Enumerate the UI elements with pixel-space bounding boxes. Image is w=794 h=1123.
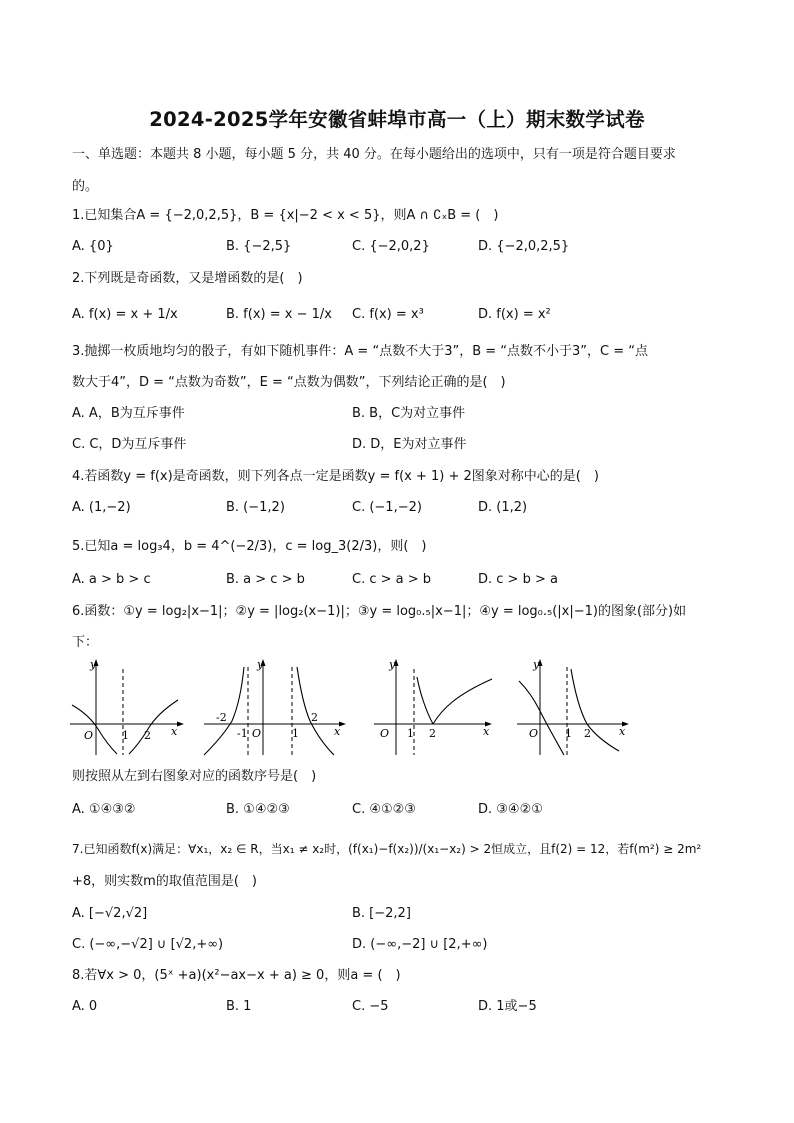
graph3-y-label: y	[389, 658, 396, 671]
graph2-x-label: x	[334, 725, 341, 738]
q2-option-b[interactable]: B. f(x) = x − 1/x	[226, 307, 332, 322]
question-6-stem-line2: 下：	[72, 635, 99, 650]
section-instructions-line1: 一、单选题：本题共 8 小题，每小题 5 分，共 40 分。在每小题给出的选项中，只有一项是符合题目要求	[72, 147, 676, 162]
question-3-stem-line1: 3.抛掷一枚质地均匀的骰子，有如下随机事件：A = “点数不大于3”，B = “点数不小于3”，C = “点	[72, 344, 648, 359]
q7-option-a[interactable]: A. [−√2,√2]	[72, 906, 148, 921]
question-3-stem-line2: 数大于4”，D = “点数为奇数”，E = “点数为偶数”，下列结论正确的是( )	[72, 375, 506, 390]
section-instructions-line2: 的。	[72, 179, 99, 194]
graph2-tick-neg2: -2	[216, 711, 227, 724]
q5-option-c[interactable]: C. c > a > b	[352, 572, 432, 587]
q6-option-d[interactable]: D. ③④②①	[478, 802, 543, 817]
question-5-stem: 5.已知a = log₃4，b = 4^(−2/3)，c = log_3(2/3)，则( )	[72, 539, 427, 554]
q1-option-c[interactable]: C. {−2,0,2}	[352, 239, 430, 254]
question-2-stem: 2.下列既是奇函数，又是增函数的是( )	[72, 271, 303, 286]
question-6-stem-line1: 6.函数：①y = log₂|x−1|；②y = |log₂(x−1)|；③y = log₀.₅|x−1|；④y = log₀.₅(|x|−1)的图象(部分)如	[72, 604, 687, 619]
question-6-after-text: 则按照从左到右图象对应的函数序号是( )	[72, 769, 317, 784]
q8-option-b[interactable]: B. 1	[226, 999, 252, 1014]
question-7-stem-line1: 7.已知函数f(x)满足：∀x₁，x₂ ∈ R，当x₁ ≠ x₂时，(f(x₁)−f(x₂))/(x₁−x₂) > 2恒成立，且f(2) = 12，若f(m²) ≥ 2m²	[72, 842, 702, 856]
q8-option-c[interactable]: C. −5	[352, 999, 389, 1014]
q4-option-b[interactable]: B. (−1,2)	[226, 500, 285, 515]
q2-option-a[interactable]: A. f(x) = x + 1/x	[72, 307, 178, 322]
graph2-origin-label: O	[252, 727, 262, 740]
q5-option-b[interactable]: B. a > c > b	[226, 572, 305, 587]
q6-option-c[interactable]: C. ④①②③	[352, 802, 416, 817]
q4-option-c[interactable]: C. (−1,−2)	[352, 500, 422, 515]
q3-option-c[interactable]: C. C，D为互斥事件	[72, 437, 187, 452]
graph4-tick-1: 1	[565, 727, 572, 740]
q1-option-a[interactable]: A. {0}	[72, 239, 114, 254]
question-7-stem-line2: +8，则实数m的取值范围是( )	[72, 874, 257, 889]
graph3-origin-label: O	[380, 727, 390, 740]
q5-option-d[interactable]: D. c > b > a	[478, 572, 558, 587]
graph4-origin-label: O	[529, 727, 539, 740]
q2-option-c[interactable]: C. f(x) = x³	[352, 307, 424, 322]
q8-option-a[interactable]: A. 0	[72, 999, 98, 1014]
q4-option-d[interactable]: D. (1,2)	[478, 500, 528, 515]
graph4-y-label: y	[533, 658, 540, 671]
q7-option-c[interactable]: C. (−∞,−√2] ∪ [√2,+∞)	[72, 937, 224, 952]
q3-option-d[interactable]: D. D，E为对立事件	[352, 437, 467, 452]
q4-option-a[interactable]: A. (1,−2)	[72, 500, 131, 515]
q6-option-b[interactable]: B. ①④②③	[226, 802, 290, 817]
graph1-y-label: y	[90, 658, 97, 671]
graph1-tick-2: 2	[144, 729, 151, 742]
graph2-y-label: y	[257, 658, 264, 671]
graph2-tick-neg1: -1	[237, 727, 248, 740]
graph3-x-label: x	[483, 725, 490, 738]
q1-option-b[interactable]: B. {−2,5}	[226, 239, 292, 254]
q6-graph-1	[68, 655, 186, 759]
q6-option-a[interactable]: A. ①④③②	[72, 802, 136, 817]
q6-graph-4	[515, 655, 633, 759]
graph3-tick-1: 1	[407, 727, 414, 740]
question-8-stem: 8.若∀x > 0，(5ˣ +a)(x²−ax−x + a) ≥ 0，则a = ( )	[72, 968, 401, 983]
graph4-x-label: x	[619, 725, 626, 738]
graph4-tick-2: 2	[584, 727, 591, 740]
q8-option-d[interactable]: D. 1或−5	[478, 999, 537, 1014]
q5-option-a[interactable]: A. a > b > c	[72, 572, 151, 587]
graph1-x-label: x	[171, 725, 178, 738]
q6-graph-2	[200, 655, 350, 759]
q3-option-a[interactable]: A. A，B为互斥事件	[72, 406, 185, 421]
q2-option-d[interactable]: D. f(x) = x²	[478, 307, 551, 322]
q3-option-b[interactable]: B. B，C为对立事件	[352, 406, 466, 421]
graph3-tick-2: 2	[429, 727, 436, 740]
q6-graph-3	[372, 655, 496, 759]
graph1-origin-label: O	[84, 729, 94, 742]
graph1-tick-1: 1	[122, 729, 129, 742]
page-title: 2024-2025学年安徽省蚌埠市高一（上）期末数学试卷	[149, 108, 645, 131]
question-1-stem: 1.已知集合A = {−2,0,2,5}，B = {x|−2 < x < 5}，则A ∩ ∁ₓB = ( )	[72, 208, 499, 223]
graph2-tick-2: 2	[311, 711, 318, 724]
q7-option-b[interactable]: B. [−2,2]	[352, 906, 411, 921]
graph2-tick-1: 1	[292, 727, 299, 740]
question-4-stem: 4.若函数y = f(x)是奇函数，则下列各点一定是函数y = f(x + 1) + 2图象对称中心的是( )	[72, 469, 599, 484]
q1-option-d[interactable]: D. {−2,0,2,5}	[478, 239, 570, 254]
q7-option-d[interactable]: D. (−∞,−2] ∪ [2,+∞)	[352, 937, 488, 952]
